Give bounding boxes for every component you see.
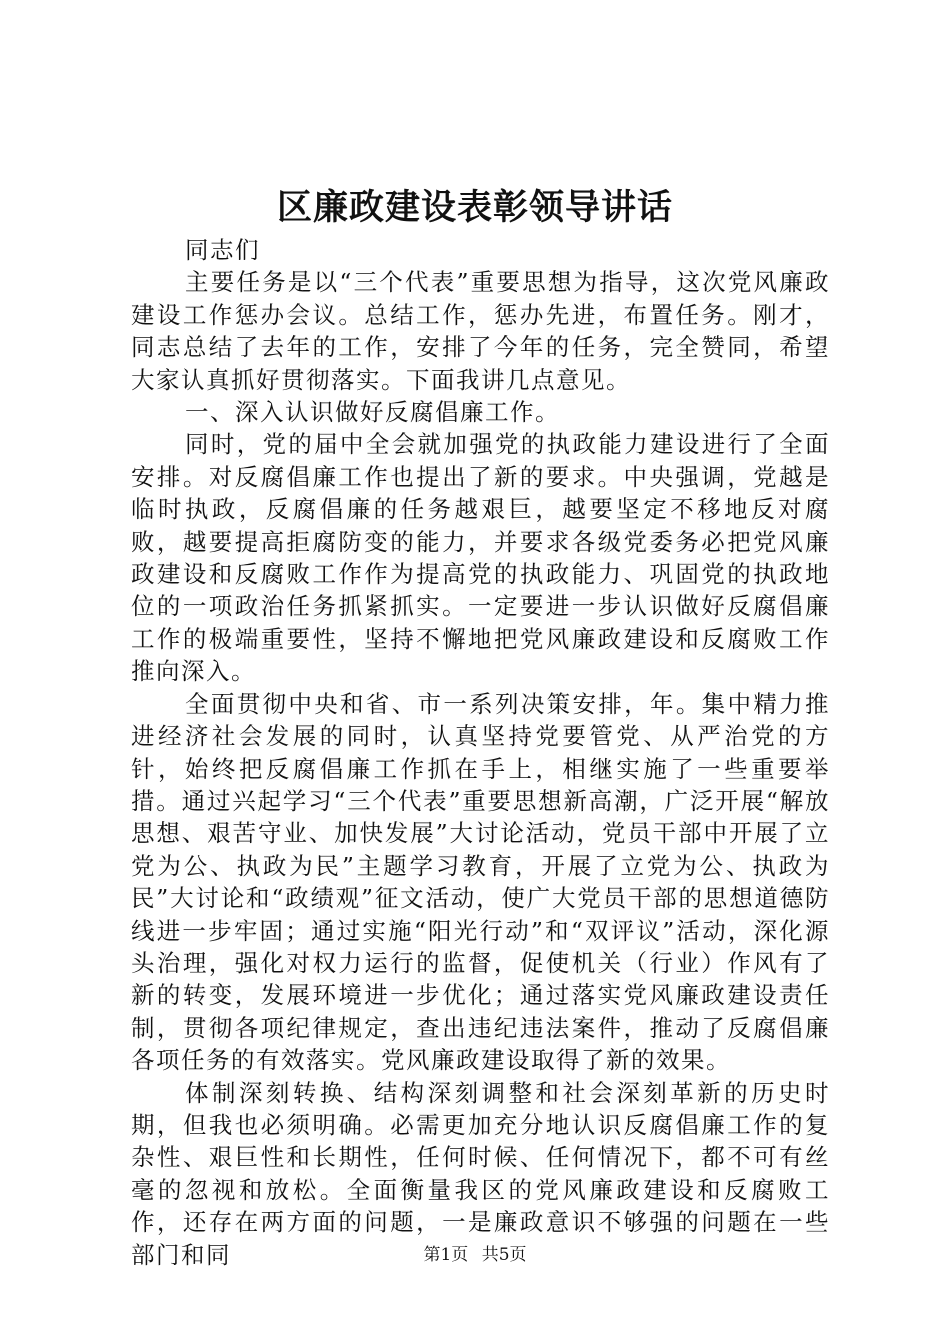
body-paragraph: 体制深刻转换、结构深刻调整和社会深刻革新的历史时期，但我也必须明确。必需更加充分地认识反腐倡廉工作的复杂性、艰巨性和长期性，任何时候、任何情况下，都不可有丝毫的忽视和放松。全面衡量我区的党风廉政建设和反腐败工作，还存在两方面的问题，一是廉政意识不够强的问题在一些部门和同: [131, 1078, 830, 1269]
section-heading: 一、深入认识做好反腐倡廉工作。: [185, 398, 561, 427]
salutation-paragraph: 同志们: [185, 236, 261, 264]
body-paragraph: 主要任务是以“三个代表”重要思想为指导，这次党风廉政建设工作惩办会议。总结工作，惩办先进，布置任务。刚才，同志总结了去年的工作，安排了今年的任务，完全赞同，希望大家认真抓好贯彻落实。下面我讲几点意见。: [131, 268, 830, 394]
body-paragraph: 全面贯彻中央和省、市一系列决策安排，年。集中精力推进经济社会发展的同时，认真坚持党要管党、从严治党的方针，始终把反腐倡廉工作抓在手上，相继实施了一些重要举措。通过兴起学习“三个代表”重要思想新高潮，广泛开展“解放思想、艰苦守业、加快发展”大讨论活动，党员干部中开展了立党为公、执政为民”主题学习教育，开展了立党为公、执政为民”大讨论和“政绩观”征文活动，使广大党员干部的思想道德防线进一步牢固；通过实施“阳光行动”和“双评议”活动，深化源头治理，强化对权力运行的监督，促使机关（行业）作风有了新的转变，发展环境进一步优化；通过落实党风廉政建设责任制，贯彻各项纪律规定，查出违纪违法案件，推动了反腐倡廉各项任务的有效落实。党风廉政建设取得了新的效果。: [131, 689, 830, 1075]
document-body: [131, 234, 830, 1271]
document-title: 区廉政建设表彰领导讲话: [276, 187, 673, 228]
page-footer: [0, 1243, 950, 1267]
page-number: 第1页: [423, 1245, 469, 1265]
page-total: 共5页: [481, 1245, 527, 1265]
body-paragraph: 同时，党的届中全会就加强党的执政能力建设进行了全面安排。对反腐倡廉工作也提出了新的要求。中央强调，党越是临时执政，反腐倡廉的任务越艰巨，越要坚定不移地反对腐败，越要提高拒腐防变的能力，并要求各级党委务必把党风廉政建设和反腐败工作作为提高党的执政能力、巩固党的执政地位的一项政治任务抓紧抓实。一定要进一步认识做好反腐倡廉工作的极端重要性，坚持不懈地把党风廉政建设和反腐败工作推向深入。: [131, 430, 830, 686]
